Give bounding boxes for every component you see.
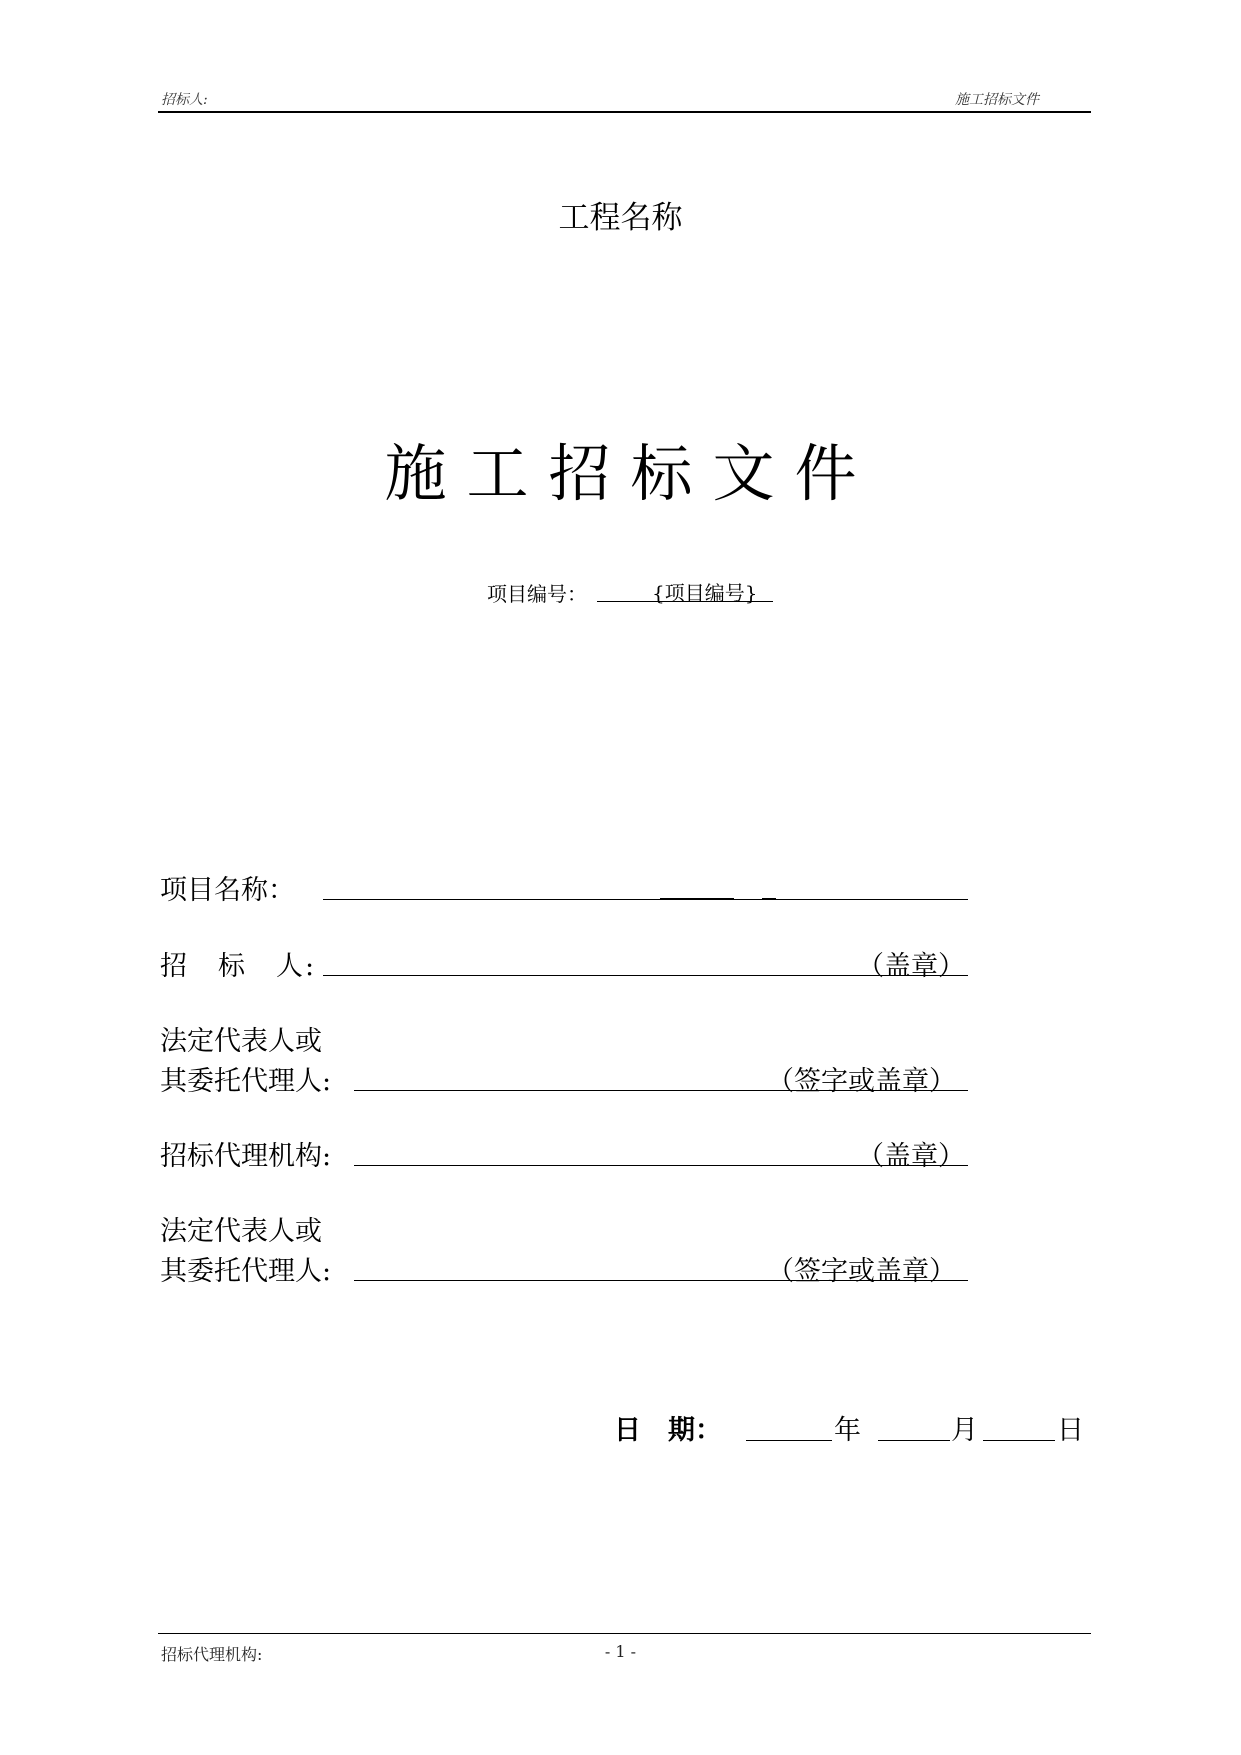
page-number: - 1 - [604, 1642, 637, 1661]
date-label: 日 期： [614, 1415, 722, 1446]
footer-left: 招标代理机构: [161, 1645, 263, 1664]
project-number-label: 项目编号： [487, 582, 587, 606]
tenderer-label: 招 标 人: [160, 951, 317, 982]
date-day-line[interactable] [983, 1440, 1055, 1441]
date-month-unit: 月 [951, 1415, 978, 1446]
agency-label: 招标代理机构: [160, 1141, 332, 1172]
legal-rep-1-label-line2: 其委托代理人: [160, 1066, 332, 1097]
project-name-label: 项目名称： [160, 875, 295, 906]
document-title: 施工招标文件 [384, 437, 877, 510]
date-year-unit: 年 [834, 1415, 861, 1446]
date-year-line[interactable] [746, 1440, 832, 1441]
project-number-value: {项目编号} [652, 581, 758, 605]
legal-rep-2-label-line1: 法定代表人或 [160, 1216, 322, 1247]
legal-rep-2-label-line2: 其委托代理人: [160, 1256, 332, 1287]
project-title: 工程名称 [558, 200, 683, 236]
header-right: 施工招标文件 [955, 92, 1039, 108]
project-name-line-mark-2 [762, 898, 776, 899]
agency-note: （盖章） [857, 1141, 965, 1172]
header-left: 招标人: [161, 92, 208, 108]
header-rule [158, 111, 1091, 113]
project-name-line-mark [660, 898, 734, 899]
tenderer-note: （盖章） [857, 951, 965, 982]
legal-rep-1-label-line1: 法定代表人或 [160, 1026, 322, 1057]
legal-rep-1-note: （签字或盖章） [767, 1066, 956, 1097]
date-month-line[interactable] [878, 1440, 950, 1441]
legal-rep-2-note: （签字或盖章） [767, 1256, 956, 1287]
project-name-line[interactable] [323, 899, 968, 900]
footer-rule [158, 1633, 1091, 1634]
date-day-unit: 日 [1057, 1415, 1084, 1446]
